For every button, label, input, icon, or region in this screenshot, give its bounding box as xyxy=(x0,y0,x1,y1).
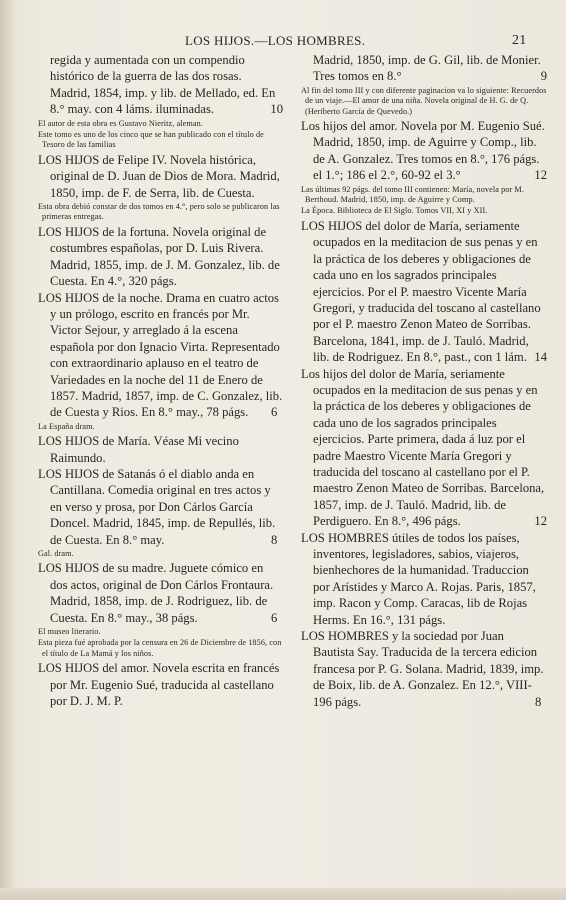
page-bottom-edge xyxy=(0,888,566,900)
entry-hombres-sociedad: LOS HOMBRES y la sociedad por Juan Bautista Say. Traducida de la tercera edicion francesa por P. G. Solana. Madrid, 1839, imp. de Boix, lib. de A. Gonzalez. En 12.°, VIII-196 págs. 8 xyxy=(301,629,544,709)
entry-hijos-amor: LOS HIJOS del amor. Novela escrita en francés por Mr. Eugenio Sué, traducida al castellano por D. J. M. P. xyxy=(38,661,280,709)
entry-note: Las últimas 92 págs. del tomo III contienen: María, novela por M. Berthoud. Madrid, 1850, imp. de Aguirre y Comp. xyxy=(301,184,524,205)
right-column xyxy=(301,52,547,710)
entry-hijos-noche: LOS HIJOS de la noche. Drama en cuatro actos y un prólogo, escrito en francés por Mr. Victor Sejour, y arreglado á la escena española por don Ignacio Virta. Representado con extraordinario aplauso en el teatro de Variedades en la noche del 11 de Enero de 1857. Madrid, 1857, imp. de C. Gonzalez, lib. de Cuesta y Rios. En 8.° may., 78 págs. 6 xyxy=(38,290,283,420)
entry-note: Esta obra debió constar de dos tomos en 4.°, pero solo se publicaron las primeras entregas. xyxy=(38,202,280,222)
entry-note: La Época. Biblioteca de El Siglo. Tomos VII, XI y XII. xyxy=(301,206,488,216)
entry-hombres-utiles: LOS HOMBRES útiles de todos los países, inventores, legisladores, sabios, viajeros, bienhechores de la humanidad. Traduccion por Arístides y Marco A. Rojas. Paris, 1857, imp. Racon y Comp. Caracas, lib de Rojas Herms. En 16.°, 131 págs. xyxy=(301,530,536,627)
entry-note: La España dram. xyxy=(38,421,95,431)
entry-hijos-fortuna: LOS HIJOS de la fortuna. Novela original de costumbres españolas, por D. Luis Rivera. Madrid, 1855, imp. de J. M. Gonzalez, lib. de Cuesta. En 4.°, 320 págs. xyxy=(38,224,280,289)
entry-note: Gal. dram. xyxy=(38,549,74,558)
entry-note: Al fin del tomo III y con diferente paginacion va lo siguiente: Recuerdos de un viaje.—El amor de una niña. Novela original de H. G. de Q. (Heriberto García de Quevedo.) xyxy=(301,85,547,116)
left-column xyxy=(38,52,283,709)
entry-note: Esta pieza fué aprobada por la censura en 26 de Diciembre de 1856, con el título de La Mamá y los niños. xyxy=(38,638,282,658)
entry-note: El museo literario. xyxy=(38,627,101,637)
page-number: 21 xyxy=(512,33,527,48)
entry-hijos-madre: LOS HIJOS de su madre. Juguete cómico en dos actos, original de Don Cárlos Frontaura. Madrid, 1858, imp. de J. Rodriguez, lib. de Cuesta. En 8.° may., 38 págs. 6 xyxy=(38,561,278,625)
entry-hijos-dolor-2: Los hijos del dolor de María, seriamente ocupados en la meditacion de sus penas y en la práctica de los deberes y obligaciones de cada uno de los sagrados principales ejercicios. Parte primera, dada á luz por el padre Maestro Vicente María Gregori y traducida del toscano al castellano por el P. maestro Zenon Mateo de Sorribas. Barcelona, 1857, imp. de J. Tauló. Madrid, lib. de Perdiguero. En 8.°, 496 págs. 12 xyxy=(301,366,547,529)
entry-hijos-maria: LOS HIJOS de María. Véase Mi vecino Raimundo. xyxy=(38,434,239,465)
entry-hijos-felipe: LOS HIJOS de Felipe IV. Novela histórica, original de D. Juan de Dios de Mora. Madrid, 1850, imp. de F. de Serra, lib. de Cuesta. xyxy=(38,152,280,200)
entry-note: El autor de esta obra es Gustavo Nieritz, aleman. xyxy=(38,118,203,128)
entry-continuation: Madrid, 1850, imp. de G. Gil, lib. de Monier. Tres tomos en 8.° 9 xyxy=(313,53,547,84)
entry-continuation: regida y aumentada con un compendio histórico de la guerra de las dos rosas. Madrid, 1854, imp. y lib. de Mellado, ed. En 8.° may. con 4 láms. iluminadas. 10 xyxy=(50,53,283,117)
entry-hijos-dolor: LOS HIJOS del dolor de María, seriamente ocupados en la meditacion de sus penas y en la práctica de los deberes y obligaciones de cada uno en los sagrados principales ejercicios. Por el P. maestro Vicente María Gregori, y traducida del toscano al castellano por el P. maestro Zenon Mateo de Sorribas. Barcelona, 1841, imp. de J. Tauló. Madrid, lib. de Rodriguez. En 8.°, past., con 1 lám. 14 xyxy=(301,218,547,365)
page-gutter xyxy=(0,0,14,900)
entry-note: Este tomo es uno de los cinco que se han publicado con el título de Tesoro de las familias xyxy=(38,130,264,150)
entry-hijos-satanas: LOS HIJOS de Satanás ó el diablo anda en Cantillana. Comedia original en tres actos y en verso y prosa, por Don Cárlos García Doncel. Madrid, 1845, imp. de Repullés, lib. de Cuesta. En 8.° may. 8 xyxy=(38,466,278,547)
page-header xyxy=(0,30,566,50)
entry-hijos-amor-2: Los hijos del amor. Novela por M. Eugenio Sué. Madrid, 1850, imp. de Aguirre y Comp., lib. de A. Gonzalez. Tres tomos en 8.°, 176 págs. el 1.°; 186 el 2.°, 60-92 el 3.° 12 xyxy=(301,119,547,183)
running-head: LOS HIJOS.—LOS HOMBRES. xyxy=(185,33,366,48)
